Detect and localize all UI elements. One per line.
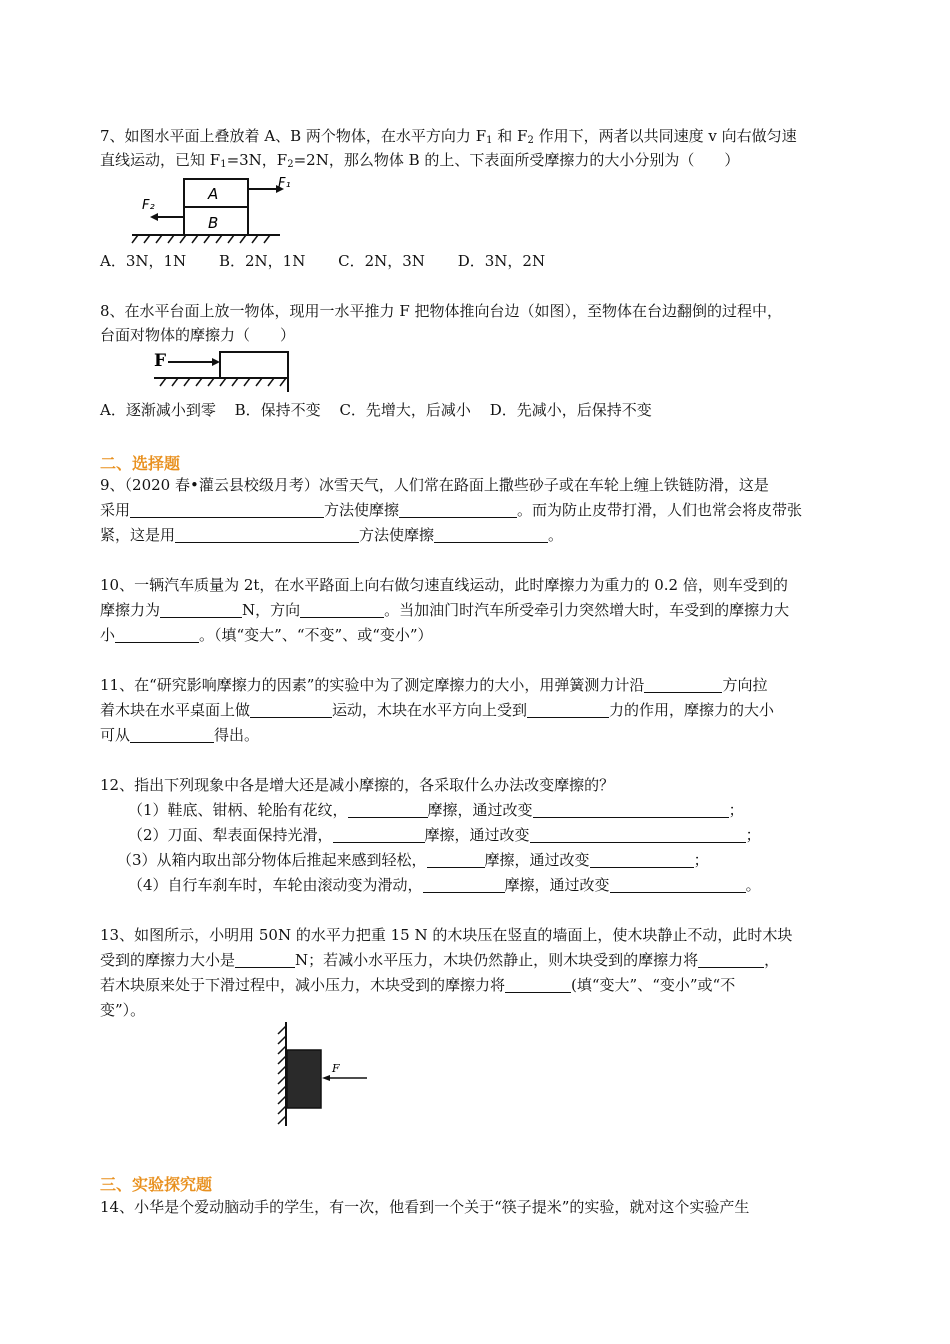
q7-line-1: 7、如图水平面上叠放着 A、B 两个物体，在水平方向力 $F_1$ 和 $F_2$ 作用下，两者以共同速度 v 向右做匀速 bbox=[100, 127, 797, 146]
q7-option-d[interactable]: D．3N，2N bbox=[457, 252, 546, 270]
q8-figure bbox=[150, 346, 295, 394]
blank[interactable] bbox=[698, 951, 764, 968]
q8-line-2: 台面对物体的摩擦力（ ） bbox=[100, 326, 296, 344]
q8-option-a[interactable]: A．逐渐减小到零 bbox=[100, 401, 216, 419]
q14-line-1: 14、小华是个爱动脑动手的学生，有一次，他看到一个关于“筷子提米”的实验，就对这个实验产生 bbox=[100, 1198, 750, 1216]
q11-line-1: 11、在“研究影响摩擦力的因素”的实验中为了测定摩擦力的大小，用弹簧测力计沿 方向拉 bbox=[100, 676, 768, 694]
q12-item-4: （4）自行车刹车时，车轮由滚动变为滑动， 摩擦，通过改变 。 bbox=[128, 876, 761, 894]
blank[interactable] bbox=[333, 826, 425, 843]
blank[interactable] bbox=[533, 801, 729, 818]
blank[interactable] bbox=[250, 701, 332, 718]
q10-line-1: 10、一辆汽车质量为 2t，在水平路面上向右做匀速直线运动，此时摩擦力为重力的 0.2 倍，则车受到的 bbox=[100, 576, 788, 594]
blank[interactable] bbox=[175, 526, 359, 543]
blank[interactable] bbox=[610, 876, 746, 893]
label-f2: F₂ bbox=[142, 198, 155, 213]
blank[interactable] bbox=[434, 526, 548, 543]
label-a: A bbox=[208, 185, 219, 203]
q12-item-3: （3）从箱内取出部分物体后推起来感到轻松， 摩擦，通过改变 ； bbox=[117, 851, 709, 869]
q7-option-c[interactable]: C．2N，3N bbox=[338, 252, 425, 270]
q12-item-2: （2）刀面、犁表面保持光滑， 摩擦，通过改变 ； bbox=[128, 826, 761, 844]
label-force: F bbox=[332, 1062, 340, 1075]
q9-line-2: 采用 方法使摩擦 。而为防止皮带打滑，人们也常会将皮带张 bbox=[100, 501, 803, 519]
q10-line-3: 小 。（填“变大”、“不变”、或“变小”） bbox=[100, 626, 433, 644]
blank[interactable] bbox=[427, 851, 485, 868]
blank[interactable] bbox=[644, 676, 722, 693]
section-heading-choice: 二、选择题 bbox=[100, 454, 181, 473]
q8-option-b[interactable]: B．保持不变 bbox=[234, 401, 321, 419]
blank[interactable] bbox=[530, 826, 746, 843]
q7-option-b[interactable]: B．2N，1N bbox=[218, 252, 306, 270]
q7-figure bbox=[128, 173, 291, 245]
blank[interactable] bbox=[235, 951, 295, 968]
q10-line-2: 摩擦力为 N，方向 。当加油门时汽车所受牵引力突然增大时，车受到的摩擦力大 bbox=[100, 601, 790, 619]
blank[interactable] bbox=[348, 801, 428, 818]
pushed-block bbox=[220, 352, 288, 378]
q12-item-1: （1）鞋底、钳柄、轮胎有花纹， 摩擦，通过改变 ； bbox=[128, 801, 744, 819]
section-heading-experiment: 三、实验探究题 bbox=[100, 1175, 213, 1194]
q13-line-2: 受到的摩擦力大小是 N；若减小水平压力，木块仍然静止，则木块受到的摩擦力将 ， bbox=[100, 951, 780, 969]
q13-line-4: 变”）。 bbox=[100, 1001, 146, 1019]
q9-line-1: 9、（2020 春•灌云县校级月考）冰雪天气，人们常在路面上撒些砂子或在车轮上缠上铁链防滑，这是 bbox=[100, 476, 769, 494]
q13-line-3: 若木块原来处于下滑过程中，减小压力，木块受到的摩擦力将 (填“变大”、“变小”或“不 bbox=[100, 976, 736, 994]
q13-line-1: 13、如图所示，小明用 50N 的水平力把重 15 N 的木块压在竖直的墙面上，使木块静止不动，此时木块 bbox=[100, 926, 793, 944]
q7-option-a[interactable]: A．3N，1N bbox=[100, 252, 187, 270]
blank[interactable] bbox=[160, 601, 242, 618]
blank[interactable] bbox=[115, 626, 199, 643]
blank[interactable] bbox=[300, 601, 384, 618]
blank[interactable] bbox=[423, 876, 505, 893]
blank[interactable] bbox=[527, 701, 609, 718]
q11-line-2: 着木块在水平桌面上做 运动，木块在水平方向上受到 力的作用，摩擦力的大小 bbox=[100, 701, 775, 719]
q12-line-0: 12、指出下列现象中各是增大还是减小摩擦的，各采取什么办法改变摩擦的？ bbox=[100, 776, 615, 794]
blank[interactable] bbox=[130, 501, 324, 518]
blank[interactable] bbox=[399, 501, 517, 518]
label-force: F bbox=[154, 351, 167, 371]
blank[interactable] bbox=[590, 851, 694, 868]
blank[interactable] bbox=[130, 726, 214, 743]
q9-line-3: 紧，这是用 方法使摩擦 。 bbox=[100, 526, 564, 544]
q8-line-1: 8、在水平台面上放一物体，现用一水平推力 F 把物体推向台边（如图），至物体在台边翻倒的过程中， bbox=[100, 302, 782, 320]
q8-options bbox=[100, 399, 680, 421]
q7-line-2: 直线运动，已知 $F_1=3N$，$F_2=2N$，那么物体 B 的上、下表面所受摩擦力的大小分别为（ ） bbox=[100, 151, 740, 170]
wooden-block bbox=[287, 1050, 321, 1108]
q8-option-d[interactable]: D．先减小，后保持不变 bbox=[489, 401, 652, 419]
q11-line-3: 可从 得出。 bbox=[100, 726, 260, 744]
q7-options bbox=[100, 250, 573, 272]
blank[interactable] bbox=[505, 976, 571, 993]
q13-figure bbox=[270, 1020, 375, 1130]
q8-option-c[interactable]: C．先增大，后减小 bbox=[339, 401, 471, 419]
label-b: B bbox=[208, 214, 219, 232]
label-f1: F₁ bbox=[278, 176, 291, 191]
